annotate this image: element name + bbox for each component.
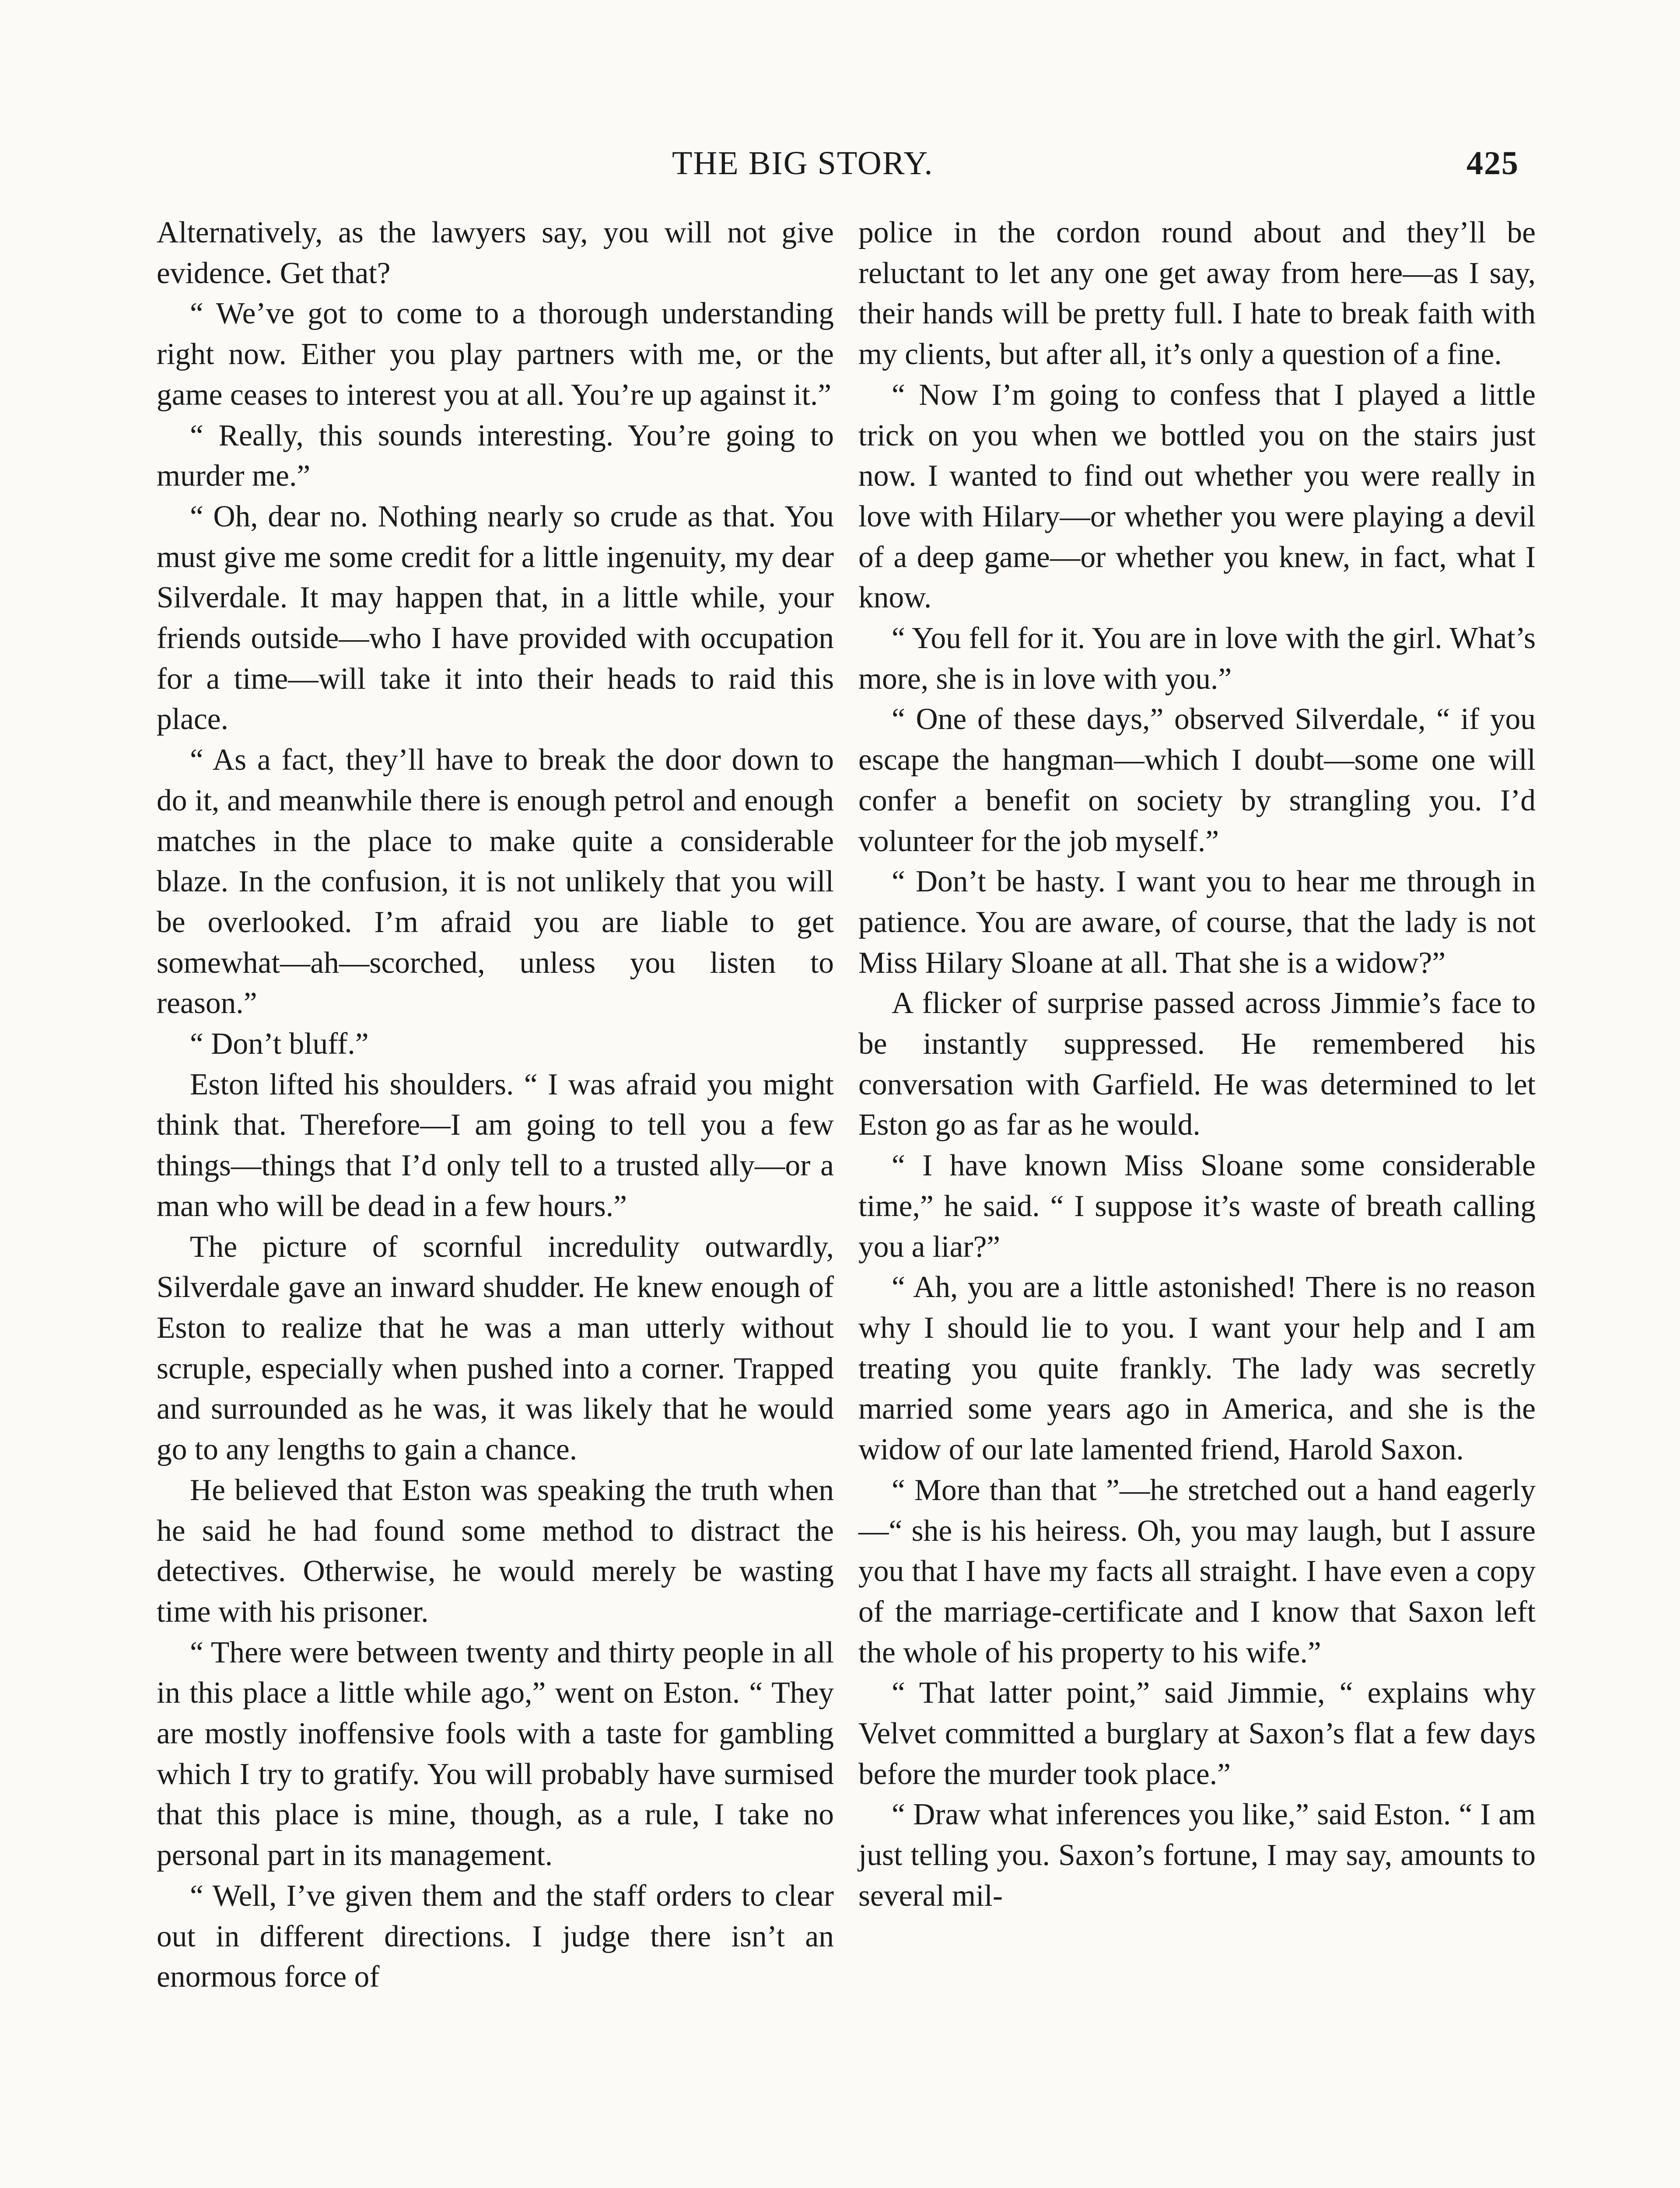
paragraph: He believed that Eston was speaking the truth when he said he had found some method to distract the detectives. Otherwise, he would merely be wasting time with his prisoner. <box>157 1473 834 1629</box>
paragraph: “ I have known Miss Sloane some considerable time,” he said. “ I suppose it’s waste of breath calling you a liar?” <box>858 1149 1536 1264</box>
paragraph: “ Don’t be hasty. I want you to hear me through in patience. You are aware, of course, that the lady is not Miss Hilary Sloane at all. That she is a widow?” <box>858 865 1536 980</box>
paragraph: “ Ah, you are a little astonished! There is no reason why I should lie to you. I want your help and I am treating you quite frankly. The lady was secretly married some years ago in America, and she is the widow of our late lamented friend, Harold Saxon. <box>858 1270 1536 1467</box>
right-column <box>858 213 1536 1917</box>
left-column <box>157 213 834 1998</box>
paragraph: A flicker of surprise passed across Jimmie’s face to be instantly suppressed. He remembered his conversation with Garfield. He was determined to let Eston go as far as he would. <box>858 986 1536 1142</box>
running-title: THE BIG STORY. <box>672 145 934 182</box>
paragraph: “ One of these days,” observed Silverdale, “ if you escape the hangman—which I doubt—some one will confer a benefit on society by strangling you. I’d volunteer for the job myself.” <box>858 702 1536 858</box>
paragraph: “ There were between twenty and thirty people in all in this place a little while ago,” went on Eston. “ They are mostly inoffensive fools with a taste for gambling which I try to gratify. You will probably have surmised that this place is mine, though, as a rule, I take no personal part in its management. <box>157 1635 834 1872</box>
paragraph: police in the cordon round about and they’ll be reluctant to let any one get away from here—as I say, their hands will be pretty full. I hate to break faith with my clients, but after all, it’s only a question of a fine. <box>858 216 1536 372</box>
paragraph: “ Really, this sounds interesting. You’re going to murder me.” <box>157 418 834 493</box>
paragraph: Eston lifted his shoulders. “ I was afraid you might think that. Therefore—I am going to tell you a few things—things that I’d only tell to a trusted ally—or a man who will be dead in a few hours.” <box>157 1067 834 1223</box>
paragraph: “ As a fact, they’ll have to break the door down to do it, and meanwhile there is enough petrol and enough matches in the place to make quite a considerable blaze. In the confusion, it is not unlikely that you will be overlooked. I’m afraid you are liable to get somewhat—ah—scorched, unless you listen to reason.” <box>157 743 834 1020</box>
paragraph: “ We’ve got to come to a thorough understanding right now. Either you play partners with me, or the game ceases to interest you at all. You’re up against it.” <box>157 297 834 412</box>
page-number: 425 <box>1466 145 1519 182</box>
page-header <box>656 139 1531 187</box>
paragraph: The picture of scornful incredulity outwardly, Silverdale gave an inward shudder. He knew enough of Eston to realize that he was a man utterly without scruple, especially when pushed into a corner. Trapped and surrounded as he was, it was likely that he would go to any lengths to gain a chance. <box>157 1230 834 1467</box>
paragraph: Alternatively, as the lawyers say, you will not give evidence. Get that? <box>157 216 834 290</box>
paragraph: “ Draw what inferences you like,” said Eston. “ I am just telling you. Saxon’s fortune, I may say, amounts to several mil- <box>858 1798 1536 1913</box>
paragraph: “ More than that ”—he stretched out a hand eagerly—“ she is his heiress. Oh, you may laugh, but I assure you that I have my facts all straight. I have even a copy of the marriage-certificate and I know that Saxon left the whole of his property to his wife.” <box>858 1473 1536 1669</box>
paragraph: “ Don’t bluff.” <box>190 1027 369 1061</box>
paragraph: “ You fell for it. You are in love with the girl. What’s more, she is in love with you.” <box>858 621 1536 696</box>
paragraph: “ Oh, dear no. Nothing nearly so crude as that. You must give me some credit for a little ingenuity, my dear Silverdale. It may happen that, in a little while, your friends outside—who I have provided with occupation for a time—will take it into their heads to raid this place. <box>157 499 834 736</box>
paragraph: “ That latter point,” said Jimmie, “ explains why Velvet committed a burglary at Saxon’s flat a few days before the murder took place.” <box>858 1676 1536 1791</box>
paragraph: “ Now I’m going to confess that I played a little trick on you when we bottled you on the stairs just now. I wanted to find out whether you were really in love with Hilary—or whether you were playing a devil of a deep game—or whether you knew, in fact, what I know. <box>858 378 1536 615</box>
paragraph: “ Well, I’ve given them and the staff orders to clear out in different directions. I judge there isn’t an enormous force of <box>157 1879 834 1994</box>
